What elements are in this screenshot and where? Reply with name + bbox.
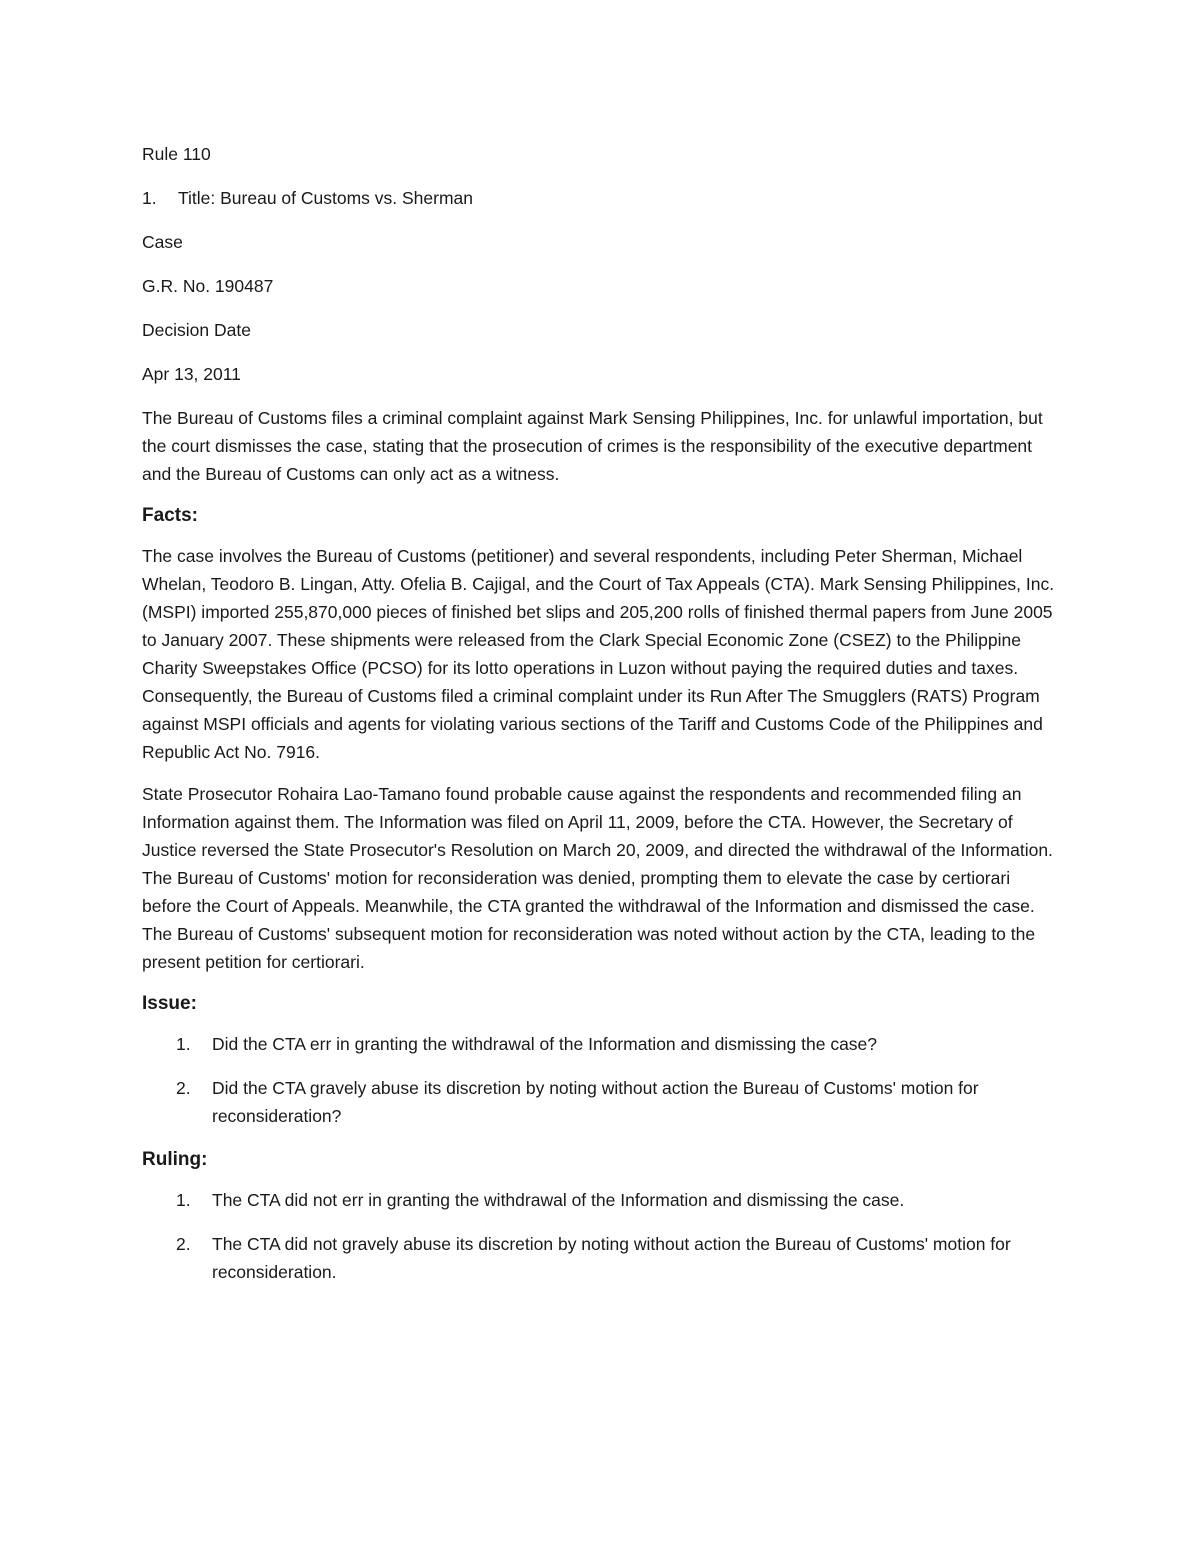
issue-heading: Issue: (142, 993, 197, 1014)
decision-date-label: Decision Date (142, 320, 251, 340)
decision-date: Apr 13, 2011 (142, 364, 241, 384)
facts-paragraph-2: State Prosecutor Rohaira Lao-Tamano found probable cause against the respondents and recommended filing an Information against them. The Information was filed on April 11, 2009, before the CTA. However, the Secretary of Justice reversed the State Prosecutor's Resolution on March 20, 2009, and directed the withdrawal of the Information. The Bureau of Customs' motion for reconsideration was denied, prompting them to elevate the case by certiorari before the Court of Appeals. Meanwhile, the CTA granted the withdrawal of the Information and dismissed the case. The Bureau of Customs' subsequent motion for reconsideration was noted without action by the CTA, leading to the present petition for certiorari. (142, 784, 1053, 972)
case-title: Title: Bureau of Customs vs. Sherman (178, 188, 474, 208)
ruling-item-2 (176, 1230, 1062, 1286)
ruling-number-2: 2. (176, 1234, 191, 1254)
facts-heading: Facts: (142, 505, 198, 526)
issue-item-1 (176, 1030, 1062, 1058)
title-number: 1. (142, 188, 157, 208)
rule-label: Rule 110 (142, 144, 211, 164)
summary-paragraph: The Bureau of Customs files a criminal complaint against Mark Sensing Philippines, Inc. for unlawful importation, but the court dismisses the case, stating that the prosecution of crimes is the responsibility of the executive department and the Bureau of Customs can only act as a witness. (142, 408, 1043, 484)
facts-paragraph-1: The case involves the Bureau of Customs (petitioner) and several respondents, including Peter Sherman, Michael Whelan, Teodoro B. Lingan, Atty. Ofelia B. Cajigal, and the Court of Tax Appeals (CTA). Mark Sensing Philippines, Inc. (MSPI) imported 255,870,000 pieces of finished bet slips and 205,200 rolls of finished thermal papers from June 2005 to January 2007. These shipments were released from the Clark Special Economic Zone (CSEZ) to the Philippine Charity Sweepstakes Office (PCSO) for its lotto operations in Luzon without paying the required duties and taxes. Consequently, the Bureau of Customs filed a criminal complaint under its Run After The Smugglers (RATS) Program against MSPI officials and agents for violating various sections of the Tariff and Customs Code of the Philippines and Republic Act No. 7916. (142, 546, 1055, 762)
ruling-item-1 (176, 1186, 1062, 1214)
case-label: Case (142, 232, 183, 252)
ruling-list (142, 1186, 1062, 1286)
issue-number-2: 2. (176, 1078, 191, 1098)
title-item (142, 184, 1062, 212)
issue-text-2: Did the CTA gravely abuse its discretion by noting without action the Bureau of Customs' motion for reconsideration? (212, 1078, 979, 1126)
issue-list (142, 1030, 1062, 1130)
ruling-number-1: 1. (176, 1190, 191, 1210)
issue-item-2 (176, 1074, 1062, 1130)
issue-text-1: Did the CTA err in granting the withdrawal of the Information and dismissing the case? (212, 1034, 878, 1054)
document-page (142, 140, 1062, 1302)
gr-number: G.R. No. 190487 (142, 276, 274, 296)
ruling-text-1: The CTA did not err in granting the withdrawal of the Information and dismissing the case. (212, 1190, 905, 1210)
ruling-text-2: The CTA did not gravely abuse its discretion by noting without action the Bureau of Customs' motion for reconsideration. (212, 1234, 1011, 1282)
ruling-heading: Ruling: (142, 1149, 208, 1170)
issue-number-1: 1. (176, 1034, 191, 1054)
